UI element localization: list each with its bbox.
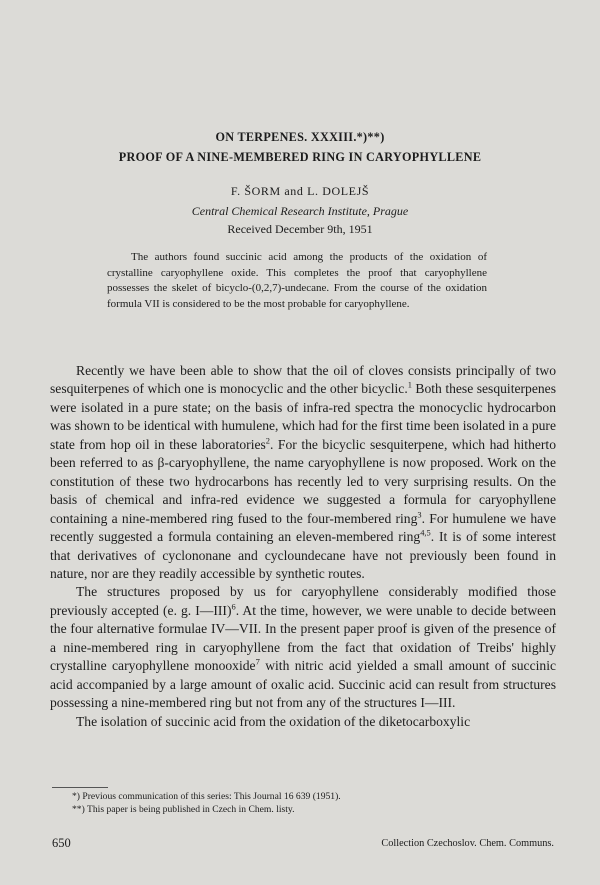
- abstract: The authors found succinic acid among the products of the oxidation of crystalline caryophyllene oxide. This completes the proof that caryophyllene possesses the skelet of bicyclo-(0,2,7)-undecane. From the course of the oxidation formula VII is considered to be the most probable for caryophyllene.: [107, 251, 487, 310]
- p1-text-c: . For the bicyclic sesquiterpene, which had hitherto been referred to as β-caryophyllene, the name caryophyllene is now proposed. Work on the constitution of these two hydrocarbons has recently led to very surprising results. On the basis of chemical and infra-red evidence we suggested a formula for caryophyllene containing a nine-membered ring fused to the four-membered ring: [50, 436, 556, 526]
- p1-text-b: Both these sesquiterpenes were isolated in a pure state; on the basis of infra-red spectra the monocyclic hydrocarbon was shown to be identical with humulene, which had for the first time been isolated in a pure state from hop oil in these laboratories: [50, 381, 556, 452]
- ref-4-5: 4,5: [420, 527, 431, 538]
- paragraph-2: [50, 583, 556, 712]
- ref-6: 6: [231, 601, 236, 612]
- p1-text-a: Recently we have been able to show that the oil of cloves consists principally of two sesquiterpenes of which one is monocyclic and the other bicyclic.: [50, 363, 556, 397]
- p1-text-d: . For humulene we have recently suggested a formula containing an eleven-membered ring: [50, 510, 556, 545]
- ref-7: 7: [255, 656, 260, 667]
- ref-3: 3: [417, 509, 422, 520]
- p2-text-c: with nitric acid yielded a small amount of succinic acid accompanied by a large amount of oxalic acid. Succinic acid can result from structures possessing a nine-membered ring but not from any of the structures I—III.: [50, 658, 556, 711]
- p2-text-a: The structures proposed by us for caryophyllene considerably modified those previously accepted (e. g. I—III): [50, 584, 556, 618]
- institute: Central Chemical Research Institute, Prague: [191, 204, 409, 218]
- received-date: Received December 9th, 1951: [227, 222, 373, 236]
- paragraph-3: The isolation of succinic acid from the oxidation of the diketocarboxylic: [76, 713, 471, 729]
- paragraph-1: [50, 362, 556, 583]
- article-body: [50, 362, 556, 731]
- title-line-1: ON TERPENES. XXXIII.*)**): [215, 130, 385, 144]
- page-number: 650: [52, 836, 71, 850]
- ref-1: 1: [407, 379, 412, 390]
- authors: F. ŠORM and L. DOLEJŠ: [230, 184, 370, 198]
- ref-2: 2: [265, 435, 271, 446]
- journal-name: Collection Czechoslov. Chem. Communs.: [381, 838, 554, 849]
- p1-text-e: . It is of some interest that derivatives of cyclononane and cycloundecane have not previously been found in nature, nor are they readily accessible by synthetic routes.: [50, 529, 557, 581]
- title-line-2: PROOF OF A NINE-MEMBERED RING IN CARYOPHYLLENE: [118, 150, 482, 164]
- footnote-divider: [52, 787, 108, 788]
- footnote-1: *) Previous communication of this series: This Journal 16 639 (1951).: [72, 791, 341, 802]
- p2-text-b: . At the time, however, we were unable to decide between the four alternative formulae IV—VII. In the present paper proof is given of the presence of a nine-membered ring in caryophyllene from the fact that oxidation of Treibs' highly crystalline caryophyllene monooxide: [50, 602, 556, 674]
- footnote-2: **) This paper is being published in Czech in Chem. listy.: [72, 804, 295, 815]
